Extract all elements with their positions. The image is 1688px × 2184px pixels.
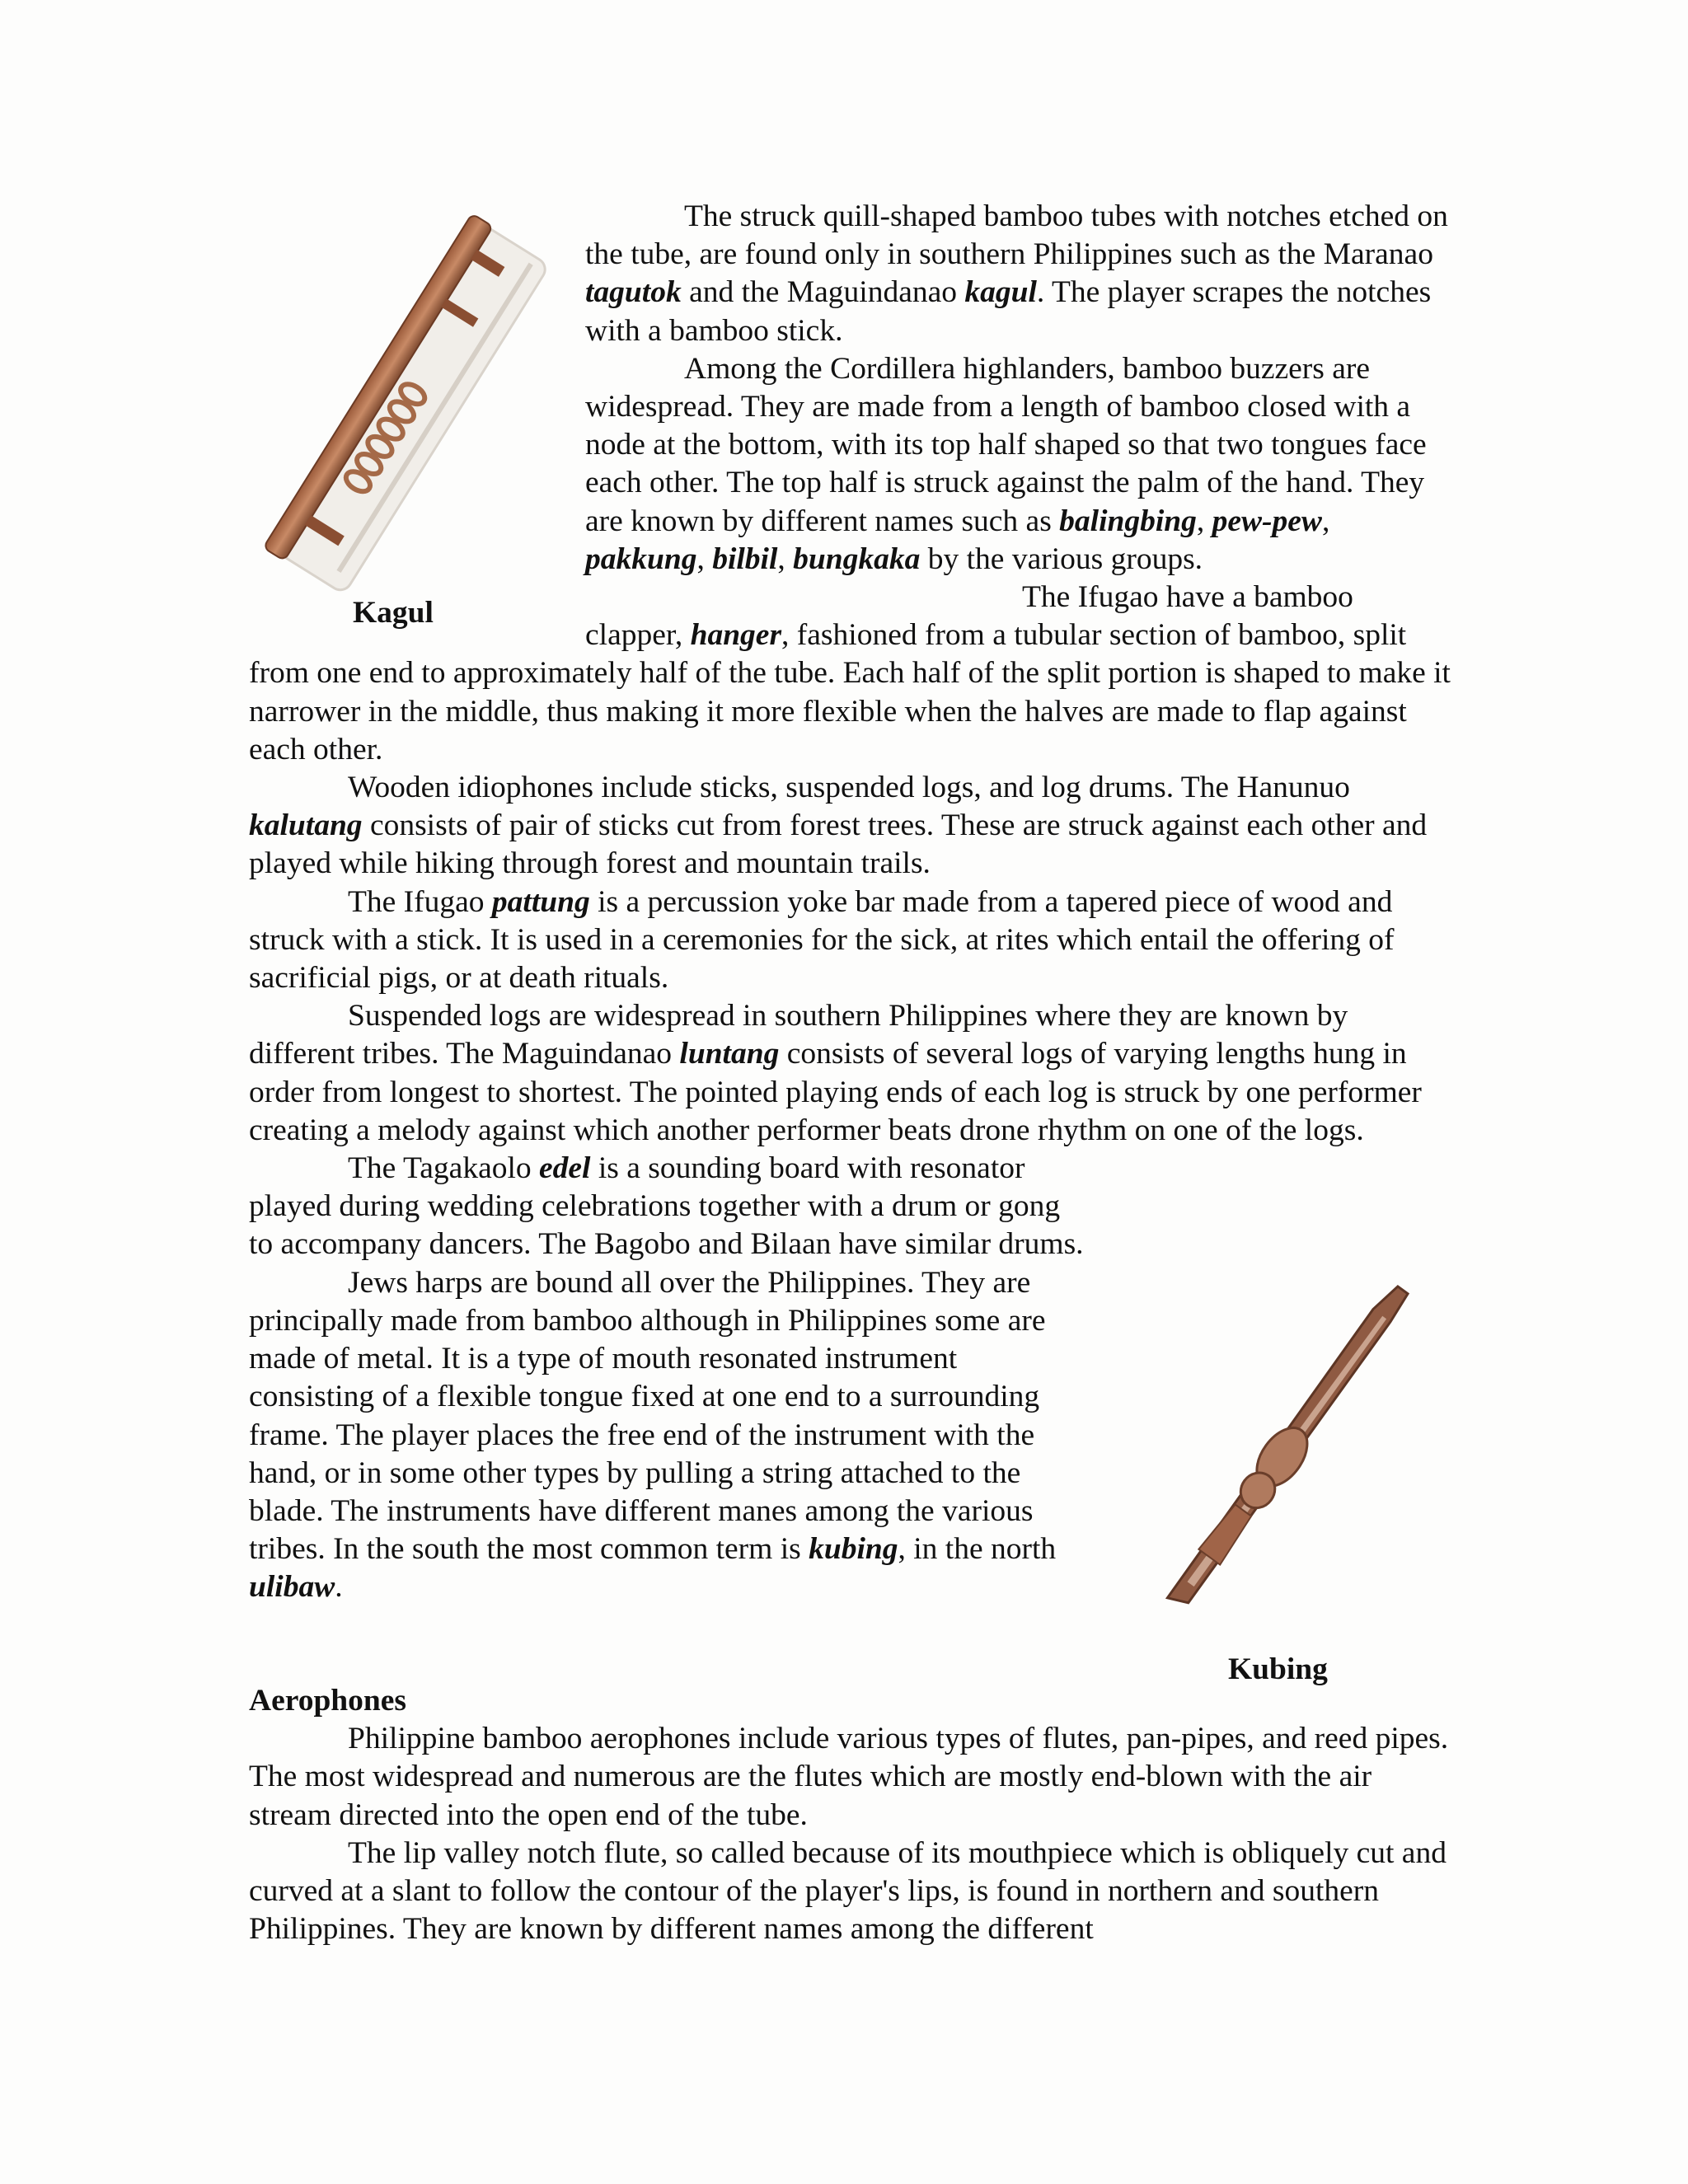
instrument-term: balingbing: [1059, 504, 1197, 538]
paragraph: Suspended logs are widespread in southern Philippines where they are known by different tribes. The Maguindanao luntang consists of several logs of varying lengths hung in order from longest to shortest. The pointed playing ends of each log is struck by one performer creating a melody against which another performer beats drone rhythm on one of the logs.: [249, 999, 1422, 1147]
document-body: [249, 198, 1452, 1949]
paragraph: The lip valley notch flute, so called because of its mouthpiece which is obliquely cut and curved at a slant to follow the contour of the player's lips, is found in northern and southern Philippines. They are known by different names among the different: [249, 1835, 1447, 1947]
instrument-term: pew-pew: [1212, 504, 1322, 538]
paragraph: Philippine bamboo aerophones include various types of flutes, pan-pipes, and reed pipes. The most widespread and numerous are the flutes which are mostly end-blown with the air stream directed into the open end of the tube.: [249, 1722, 1449, 1832]
instrument-term: bilbil: [712, 541, 778, 576]
instrument-term: ulibaw: [249, 1570, 335, 1605]
instrument-term: tagutok: [585, 275, 682, 310]
paragraph: Wooden idiophones include sticks, suspended logs, and log drums. The Hanunuo kalutang consists of pair of sticks cut from forest trees. These are struck against each other and played while hiking through forest and mountain trails.: [249, 771, 1428, 881]
kubing-float-space: [1090, 1188, 1452, 1682]
paragraph: The struck quill-shaped bamboo tubes with notches etched on the tube, are found only in southern Philippines such as the Maranao tagutok and the Maguindanao kagul. The player scrapes the notches with a bamboo stick.: [585, 199, 1448, 348]
instrument-term: kalutang: [249, 808, 363, 843]
instrument-term: kagul: [964, 275, 1037, 310]
instrument-term: edel: [539, 1151, 591, 1186]
section-heading-aerophones: Aerophones: [249, 1684, 406, 1718]
paragraph: The Ifugao pattung is a percussion yoke bar made from a tapered piece of wood and struck with a stick. It is used in a ceremonies for the sick, at rites which entail the offering of sacrificial pigs, or at death rituals.: [249, 884, 1395, 996]
paragraph: The Ifugao have a bamboo clapper, hanger, fashioned from a tubular section of bamboo, split from one end to approximately half of the tube. Each half of the split portion is shaped to make it narrower in the middle, thus making it more flexible when the halves are made to flap against each other.: [249, 580, 1451, 766]
kagul-caption: Kagul: [353, 596, 434, 630]
paragraph: Among the Cordillera highlanders, bamboo buzzers are widespread. They are made from a length of bamboo closed with a node at the bottom, with its top half shaped so that two tongues face each other. The top half is struck against the palm of the hand. They are known by different names such as balingbing, pew-pew, pakkung, bilbil, bungkaka by the various groups.: [585, 351, 1427, 576]
paragraph: The Tagakaolo edel is a sounding board with resonator played during wedding celebrations together with a drum or gong to accompany dancers. The Bagobo and Bilaan have similar drums.: [249, 1151, 1084, 1262]
instrument-term: luntang: [679, 1037, 780, 1071]
kubing-caption: Kubing: [1228, 1652, 1328, 1686]
instrument-term: pakkung: [585, 541, 697, 576]
kagul-float-space: [0, 198, 585, 635]
paragraph: Jews harps are bound all over the Philippines. They are principally made from bamboo although in Philippines some are made of metal. It is a type of mouth resonated instrument consisting of a flexible tongue fixed at one end to a surrounding frame. The player places the free end of the instrument with the hand, or in some other types by pulling a string attached to the blade. The instruments have different manes among the various tribes. In the south the most common term is kubing, in the north ulibaw.: [249, 1265, 1057, 1605]
instrument-term: pattung: [491, 884, 590, 919]
instrument-term: hanger: [690, 618, 782, 653]
instrument-term: bungkaka: [793, 541, 921, 576]
instrument-term: kubing: [809, 1532, 898, 1567]
